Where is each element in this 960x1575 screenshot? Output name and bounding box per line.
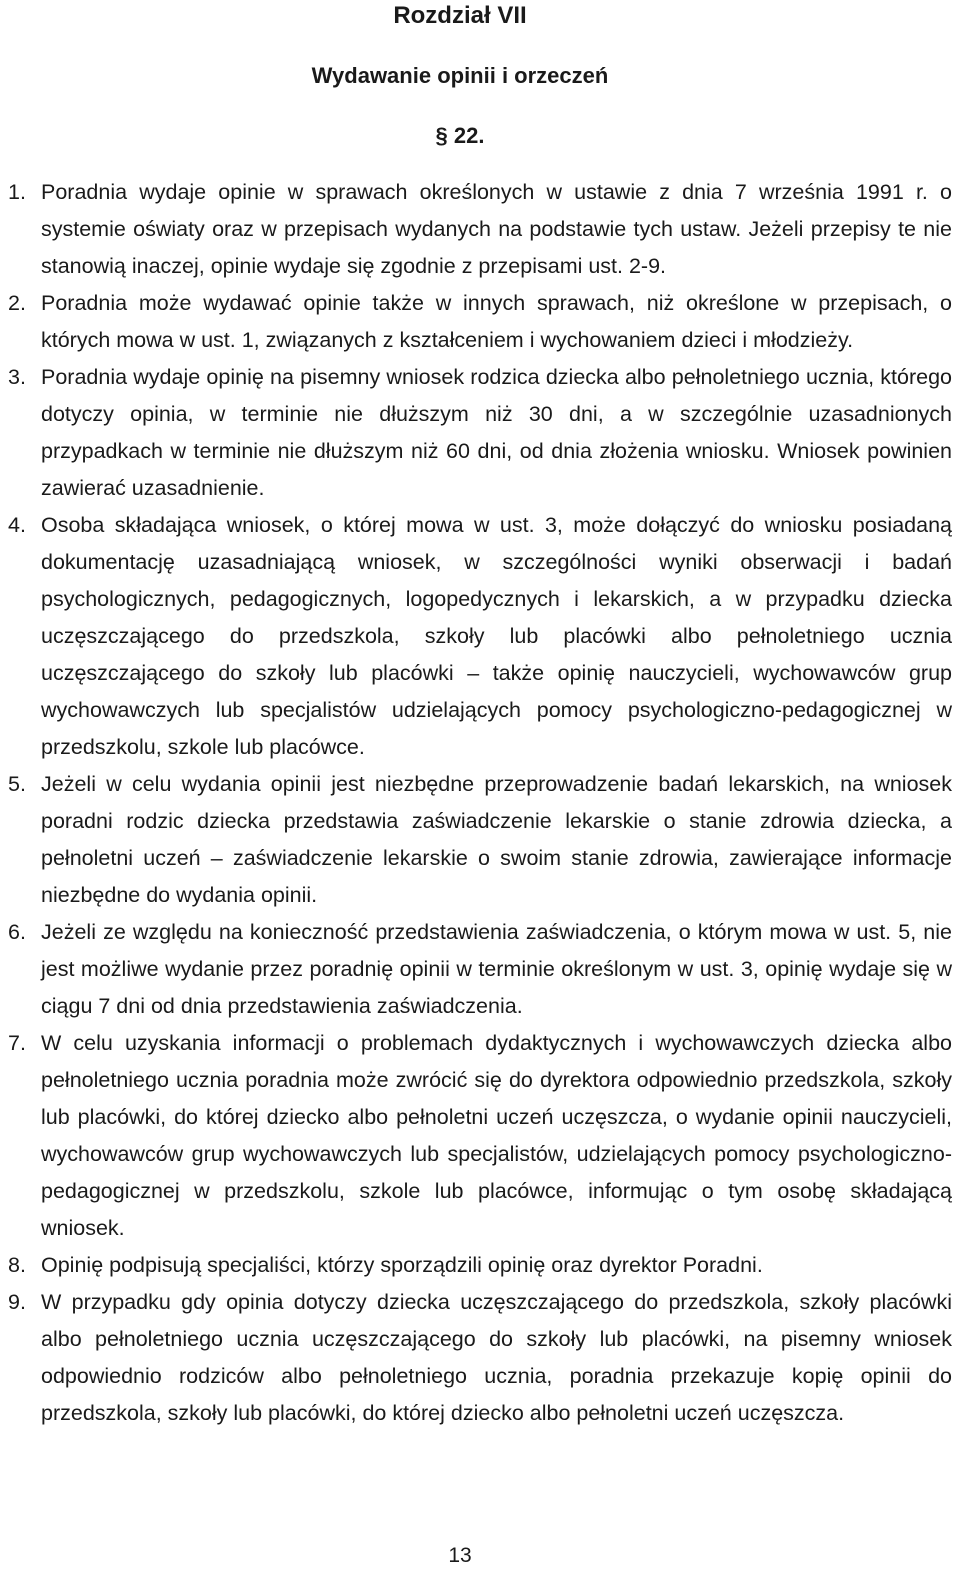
paragraph-number: 9. — [8, 1290, 26, 1314]
paragraph-text: W przypadku gdy opinia dotyczy dziecka uczęszczającego do przedszkola, szkoły placówki albo pełnoletniego ucznia uczęszczającego do szkoły lub placówki, na pisemny wniosek odpowiednio rodziców albo pełnoletniego ucznia, poradnia przekazuje kopię opinii do przedszkola, szkoły lub placówki, do której dziecko albo pełnoletni uczeń uczęszcza. — [41, 1290, 952, 1425]
chapter-title: Rozdział VII — [393, 2, 527, 29]
section-number: § 22. — [435, 123, 485, 148]
paragraph-number: 7. — [8, 1031, 26, 1055]
paragraph-text: Poradnia może wydawać opinie także w innych sprawach, niż określone w przepisach, o których mowa w ust. 1, związanych z kształceniem i wychowaniem dzieci i młodzieży. — [41, 291, 952, 352]
paragraph-item-1 — [8, 174, 952, 285]
paragraph-number: 6. — [8, 920, 26, 944]
paragraph-number: 3. — [8, 365, 26, 389]
paragraph-text: Osoba składająca wniosek, o której mowa w ust. 3, może dołączyć do wniosku posiadaną dokumentację uzasadniającą wniosek, w szczególności wyniki obserwacji i badań psychologicznych, pedagogicznych, logopedycznych i lekarskich, a w przypadku dziecka uczęszczającego do przedszkola, szkoły lub placówki albo pełnoletniego ucznia uczęszczającego do szkoły lub placówki – także opinię nauczycieli, wychowawców grup wychowawczych lub specjalistów udzielających pomocy psychologiczno-pedagogicznej w przedszkolu, szkole lub placówce. — [41, 513, 952, 759]
paragraph-text: W celu uzyskania informacji o problemach dydaktycznych i wychowawczych dziecka albo pełnoletniego ucznia poradnia może zwrócić się do dyrektora odpowiednio przedszkola, szkoły lub placówki, do której dziecko albo pełnoletni uczeń uczęszcza, o wydanie opinii nauczycieli, wychowawców grup wychowawczych lub specjalistów, udzielających pomocy psychologiczno-pedagogicznej w przedszkolu, szkole lub placówce, informując o tym osobę składającą wniosek. — [41, 1031, 952, 1240]
paragraph-number: 1. — [8, 180, 26, 204]
paragraph-number: 8. — [8, 1253, 26, 1277]
paragraph-item-8 — [8, 1247, 952, 1284]
paragraph-item-9 — [8, 1284, 952, 1432]
paragraph-item-4 — [8, 507, 952, 766]
paragraph-text: Poradnia wydaje opinię na pisemny wniosek rodzica dziecka albo pełnoletniego ucznia, którego dotyczy opinia, w terminie nie dłuższym niż 30 dni, a w szczególnie uzasadnionych przypadkach w terminie nie dłuższym niż 60 dni, od dnia złożenia wniosku. Wniosek powinien zawierać uzasadnienie. — [41, 365, 952, 500]
paragraph-item-2 — [8, 285, 952, 359]
paragraph-list — [8, 174, 952, 1432]
paragraph-item-5 — [8, 766, 952, 914]
paragraph-number: 2. — [8, 291, 26, 315]
paragraph-text: Poradnia wydaje opinie w sprawach określonych w ustawie z dnia 7 września 1991 r. o systemie oświaty oraz w przepisach wydanych na podstawie tych ustaw. Jeżeli przepisy te nie stanowią inaczej, opinie wydaje się zgodnie z przepisami ust. 2-9. — [41, 180, 952, 278]
paragraph-text: Jeżeli w celu wydania opinii jest niezbędne przeprowadzenie badań lekarskich, na wniosek poradni rodzic dziecka przedstawia zaświadczenie lekarskie o stanie zdrowia dziecka, a pełnoletni uczeń – zaświadczenie lekarskie o swoim stanie zdrowia, zawierające informacje niezbędne do wydania opinii. — [41, 772, 952, 907]
paragraph-item-6 — [8, 914, 952, 1025]
page-number: 13 — [448, 1544, 472, 1567]
paragraph-item-7 — [8, 1025, 952, 1247]
paragraph-number: 4. — [8, 513, 26, 537]
chapter-subtitle: Wydawanie opinii i orzeczeń — [311, 63, 609, 88]
paragraph-item-3 — [8, 359, 952, 507]
paragraph-text: Opinię podpisują specjaliści, którzy sporządzili opinię oraz dyrektor Poradni. — [41, 1253, 763, 1277]
paragraph-number: 5. — [8, 772, 26, 796]
paragraph-text: Jeżeli ze względu na konieczność przedstawienia zaświadczenia, o którym mowa w ust. 5, nie jest możliwe wydanie przez poradnię opinii w terminie określonym w ust. 3, opinię wydaje się w ciągu 7 dni od dnia przedstawienia zaświadczenia. — [41, 920, 952, 1018]
